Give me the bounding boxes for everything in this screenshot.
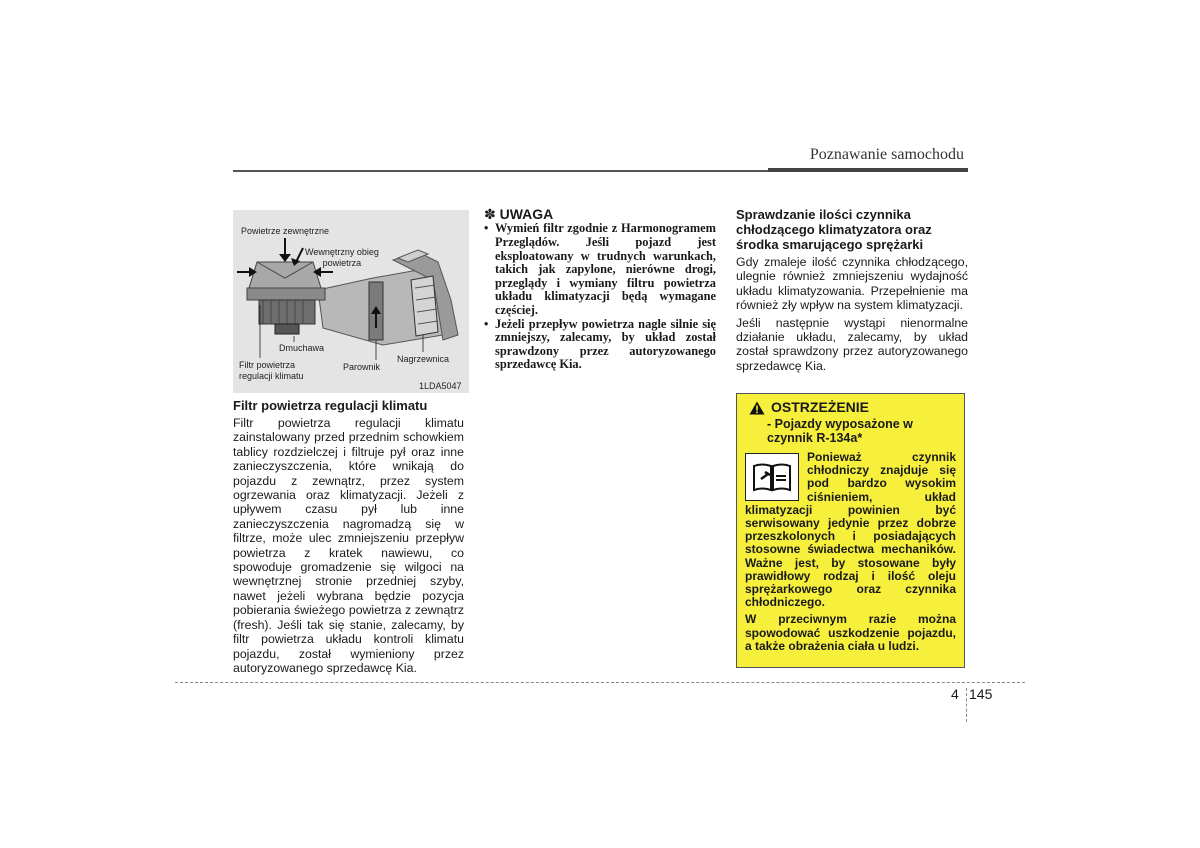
label-blower: Dmuchawa <box>279 343 325 353</box>
left-column <box>233 398 464 675</box>
service-manual-icon <box>745 453 799 501</box>
footer-page-divider <box>966 688 967 722</box>
label-recirc-line2: powietrza <box>322 258 362 268</box>
header-rule-accent <box>768 168 968 172</box>
warning-title-row <box>749 401 956 415</box>
note-item-2: • Jeżeli przepływ powietrza nagle silnie się zmniejszy, zalecamy, by układ został sprawdzony przez autoryzowanego sprzedawcę Kia. <box>484 318 716 372</box>
note-title: ✽ UWAGA <box>484 206 554 222</box>
figure-code: 1LDA5047 <box>419 381 462 391</box>
hvac-figure <box>233 210 469 393</box>
label-recirc <box>305 247 379 269</box>
label-evaporator: Parownik <box>343 362 381 372</box>
label-heater: Nagrzewnica <box>397 354 450 364</box>
warning-body <box>745 451 956 653</box>
label-recirc-line1: Wewnętrzny obieg <box>305 247 379 257</box>
refrigerant-heading: Sprawdzanie ilości czynnika chłodzącego klimatyzatora oraz środka smarującego sprężarki <box>736 207 932 252</box>
warning-triangle-icon <box>749 401 765 415</box>
warning-para-2: W przeciwnym razie można spowodować uszkodzenie pojazdu, a także obrażenia ciała u ludzi. <box>745 612 956 653</box>
right-column <box>736 207 968 373</box>
note-item-1: • Wymień filtr zgodnie z Harmonogramem Przeglądów. Jeśli pojazd jest eksploatowany w trudnych warunkach, takich jak zapylone, nierówne drogi, przeglądy i wymiany filtru powietrza układu klimatyzacji będą wymagane częściej. <box>484 222 716 317</box>
filter-body: Filtr powietrza regulacji klimatu zainstalowany przed przednim schowkiem tablicy rozdzielczej i filtruje pył oraz inne zanieczyszczenia, które wnikają do pojazdu z zewnątrz, przez system ogrzewania oraz klimatyzacji. Jeżeli z upływem czasu pył lub inne zanieczyszczenia nagromadzą się w filtrze, może ulec zmniejszeniu przepływ powietrza z kratek nawiewu, co spowoduje gromadzenie się wilgoci na wewnętrznej stronie przedniej szyby, nawet jeżeli wybrana będzie pozycja pobierania świeżego powietrza z zewnątrz (fresh). Jeśli tak się stanie, zalecamy, by filtr powietrza układu kontroli klimatu pojazdu, został wymieniony przez autoryzowanego sprzedawcę Kia. <box>233 416 464 675</box>
middle-column <box>484 207 716 372</box>
filter-heading: Filtr powietrza regulacji klimatu <box>233 398 428 413</box>
warning-box <box>736 393 965 668</box>
label-filter-line2: regulacji klimatu <box>239 371 304 381</box>
note-list <box>484 222 716 372</box>
label-outside-air: Powietrze zewnętrzne <box>241 226 330 236</box>
warning-para-1: Ponieważ czynnik chłodniczy znajduje się pod bardzo wysokim ciśnieniem, układ klimatyzacji powinien być serwisowany jedynie przez dobrze przeszkolonych i posiadających stosowne świadectwa mechaników. Ważne jest, by stosowane były prawidłowy rodzaj i ilość oleju sprężarkowego oraz czynnika chłodniczego. <box>745 450 956 610</box>
label-filter-line1: Filtr powietrza <box>239 360 296 370</box>
warning-subtitle: - Pojazdy wyposażone w czynnik R-134a* <box>767 417 913 445</box>
warning-title: OSTRZEŻENIE <box>771 399 870 416</box>
page-number: 145 <box>969 686 993 702</box>
footer-divider <box>175 682 1025 683</box>
label-filter <box>239 360 304 382</box>
page-header-title: Poznawanie samochodu <box>809 146 964 163</box>
refrigerant-para-2: Jeśli następnie wystąpi nienormalne działanie układu, zalecamy, by układ został sprawdzony przez autoryzowanego sprzedawcę Kia. <box>736 315 968 373</box>
refrigerant-para-1: Gdy zmaleje ilość czynnika chłodzącego, ulegnie również zmniejszeniu wydajność układu klimatyzowania. Przepełnienie ma również zły wpływ na system klimatyzacji. <box>736 255 968 313</box>
chapter-number: 4 <box>951 686 959 702</box>
